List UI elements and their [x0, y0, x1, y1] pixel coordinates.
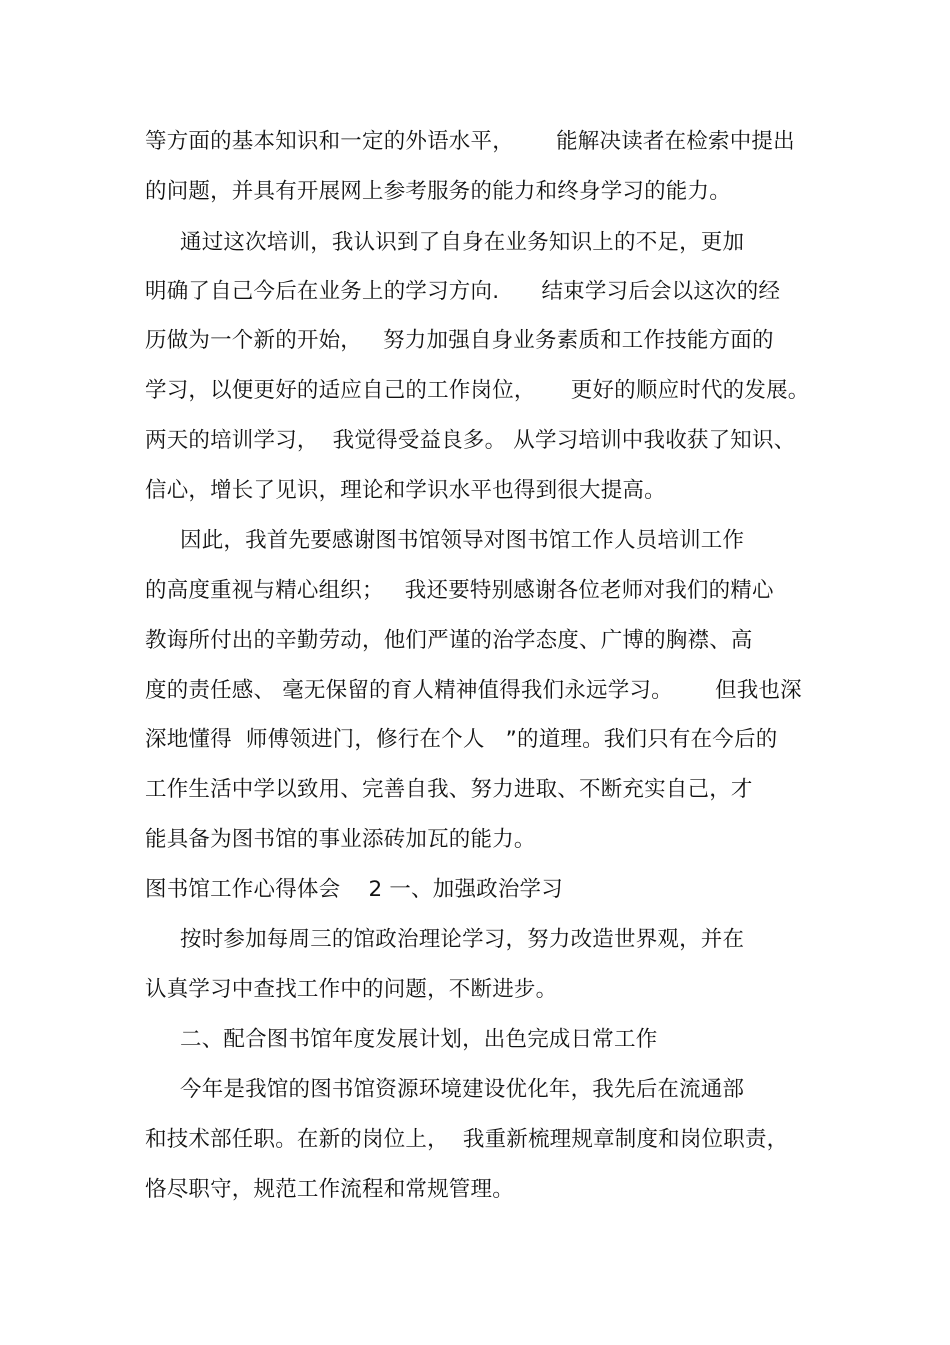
text-line: 认真学习中查找工作中的问题，不断进步。: [145, 977, 558, 1002]
text-line: 等方面的基本知识和一定的外语水平， 能解决读者在检索中提出: [145, 129, 795, 154]
text-line: 工作生活中学以致用、完善自我、努力进取、不断充实自己，才: [145, 777, 753, 802]
text-line: 两天的培训学习， 我觉得受益良多。 从学习培训中我收获了知识、: [145, 428, 796, 453]
text-line: 恪尽职守，规范工作流程和常规管理。: [145, 1177, 514, 1202]
text-line: 和技术部任职。在新的岗位上， 我重新梳理规章制度和岗位职责，: [145, 1127, 789, 1152]
text-line: 深地懂得 师傅领进门，修行在个人 ”的道理。我们只有在今后的: [145, 727, 778, 752]
text-line: 的高度重视与精心组织； 我还要特别感谢各位老师对我们的精心: [145, 578, 774, 603]
paragraph-start-line: 通过这次培训，我认识到了自身在业务知识上的不足，更加: [180, 230, 745, 255]
text-line: 学习，以便更好的适应自己的工作岗位， 更好的顺应时代的发展。: [145, 378, 810, 403]
text-line: 能具备为图书馆的事业添砖加瓦的能力。: [145, 827, 536, 852]
paragraph-start-line: 按时参加每周三的馆政治理论学习，努力改造世界观，并在: [180, 927, 745, 952]
text-line: 明确了自己今后在业务上的学习方向. 结束学习后会以这次的经: [145, 279, 781, 304]
text-line: 历做为一个新的开始， 努力加强自身业务素质和工作技能方面的: [145, 328, 774, 353]
subheading-line: 二、配合图书馆年度发展计划，出色完成日常工作: [180, 1027, 658, 1052]
text-line: 教诲所付出的辛勤劳动，他们严谨的治学态度、广博的胸襟、高: [145, 628, 753, 653]
text-line: 的问题，并具有开展网上参考服务的能力和终身学习的能力。: [145, 179, 731, 204]
paragraph-start-line: 因此，我首先要感谢图书馆领导对图书馆工作人员培训工作: [180, 528, 745, 553]
section-heading: 图书馆工作心得体会 2 一、加强政治学习: [145, 877, 563, 902]
text-line: 信心，增长了见识，理论和学识水平也得到很大提高。: [145, 478, 666, 503]
paragraph-start-line: 今年是我馆的图书馆资源环境建设优化年，我先后在流通部: [180, 1077, 745, 1102]
text-line: 度的责任感、 毫无保留的育人精神值得我们永远学习。 但我也深: [145, 678, 802, 703]
